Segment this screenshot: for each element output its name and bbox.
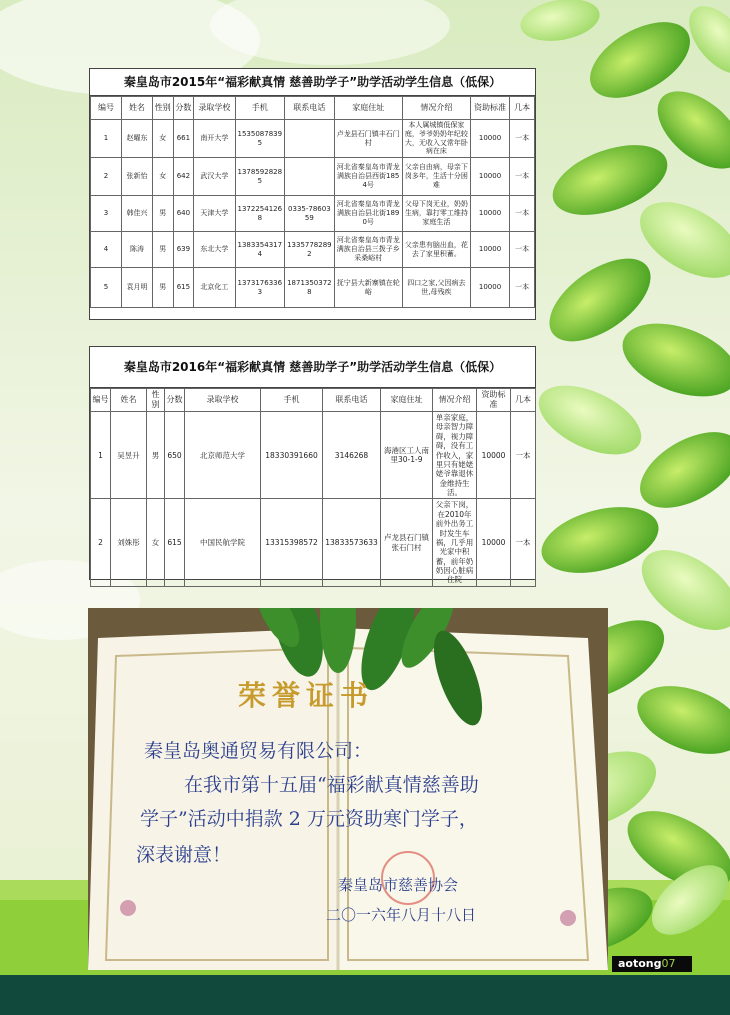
table-cell: 父亲自由病，母亲下岗多年，生活十分困难 — [402, 158, 470, 196]
column-header: 联系电话 — [285, 97, 335, 120]
brand-name: aotong — [618, 957, 662, 970]
column-header: 性别 — [147, 389, 165, 412]
column-header: 资助标准 — [477, 389, 511, 412]
table-cell: 615 — [173, 268, 194, 308]
table-cell: 13315398572 — [261, 499, 323, 586]
brand-logo — [612, 956, 692, 972]
certificate-date: 二〇一六年八月十八日 — [326, 906, 477, 924]
table-cell: 单亲家庭，母亲智力障碍，视力障碍，没有工作收入，家里只有姥姥姥爷靠退休金维持生活。 — [433, 412, 477, 499]
certificate-body-line2: 学子”活动中捐款 2 万元资助寒门学子， — [140, 808, 478, 830]
column-header: 手机 — [235, 97, 285, 120]
table-cell: 10000 — [470, 268, 509, 308]
table-cell: 661 — [173, 120, 194, 158]
table-cell: 一本 — [511, 412, 536, 499]
column-header: 姓名 — [111, 389, 147, 412]
table-cell: 河北省秦皇岛市青龙满族自治县三拨子乡采桑峪村 — [334, 232, 402, 268]
table-cell: 武汉大学 — [194, 158, 235, 196]
table-cell: 东北大学 — [194, 232, 235, 268]
table-cell: 13357782892 — [285, 232, 335, 268]
table-cell: 0335-7860359 — [285, 196, 335, 232]
table-cell: 父亲患有脑出血，花去了家里积蓄。 — [402, 232, 470, 268]
column-header: 家庭住址 — [334, 97, 402, 120]
table-cell: 抚宁县大新寨镇在轮峪 — [334, 268, 402, 308]
table-cell: 13785928285 — [235, 158, 285, 196]
table-cell: 刘姝彤 — [111, 499, 147, 586]
table-cell: 男 — [147, 412, 165, 499]
column-header: 情况介绍 — [433, 389, 477, 412]
column-header: 几本 — [511, 389, 536, 412]
table-cell: 女 — [152, 158, 173, 196]
table-header-row — [91, 97, 535, 120]
table-row — [91, 232, 535, 268]
table-cell: 四口之家,父因病去世,母残疾 — [402, 268, 470, 308]
column-header: 录取学校 — [194, 97, 235, 120]
table-header-row — [91, 389, 536, 412]
table-cell: 15350878395 — [235, 120, 285, 158]
column-header: 手机 — [261, 389, 323, 412]
table-cell: 一本 — [510, 196, 535, 232]
table-cell: 女 — [147, 499, 165, 586]
table-cell: 南开大学 — [194, 120, 235, 158]
table-2015 — [89, 68, 536, 320]
certificate-recipient: 秦皇岛奥通贸易有限公司： — [144, 740, 373, 762]
column-header: 资助标准 — [470, 97, 509, 120]
table-cell: 10000 — [477, 412, 511, 499]
column-header: 分数 — [173, 97, 194, 120]
table-cell: 男 — [152, 232, 173, 268]
table-cell: 北京师范大学 — [185, 412, 261, 499]
table-2015-grid — [90, 96, 535, 308]
column-header: 性别 — [152, 97, 173, 120]
table-cell: 父母下岗无业，奶奶生病，靠打零工维持家庭生活 — [402, 196, 470, 232]
table-cell: 一本 — [510, 120, 535, 158]
column-header: 编号 — [91, 97, 122, 120]
table-cell: 男 — [152, 268, 173, 308]
column-header: 编号 — [91, 389, 111, 412]
table-cell: 650 — [165, 412, 185, 499]
certificate-heading: 荣誉证书 — [238, 679, 375, 712]
table-cell: 10000 — [470, 232, 509, 268]
table-cell: 中国民航学院 — [185, 499, 261, 586]
table-row — [91, 499, 536, 586]
table-cell: 河北省秦皇岛市青龙满族自治县北街1890号 — [334, 196, 402, 232]
table-cell: 5 — [91, 268, 122, 308]
table-row — [91, 120, 535, 158]
table-cell: 2 — [91, 158, 122, 196]
table-cell: 10000 — [470, 120, 509, 158]
table-cell: 一本 — [510, 158, 535, 196]
table-2015-title: 秦皇岛市2015年“福彩献真情 慈善助学子”助学活动学生信息（低保） — [90, 69, 535, 96]
table-cell: 2 — [91, 499, 111, 586]
page-number: 07 — [661, 957, 676, 970]
table-cell: 吴昱升 — [111, 412, 147, 499]
table-cell: 13833573633 — [323, 499, 381, 586]
column-header: 几本 — [510, 97, 535, 120]
table-cell: 赵曜东 — [121, 120, 152, 158]
table-cell: 一本 — [510, 232, 535, 268]
table-cell: 10000 — [477, 499, 511, 586]
table-cell: 袁月明 — [121, 268, 152, 308]
table-cell: 639 — [173, 232, 194, 268]
table-cell: 一本 — [511, 499, 536, 586]
table-row — [91, 268, 535, 308]
table-cell: 18330391660 — [261, 412, 323, 499]
table-cell: 天津大学 — [194, 196, 235, 232]
table-cell: 韩佳兴 — [121, 196, 152, 232]
table-row — [91, 158, 535, 196]
table-cell: 本人属城镇低保家庭，爷爷奶奶年纪较大，无收入又常年卧病在床 — [402, 120, 470, 158]
table-cell: 卢龙县石门镇丰石门村 — [334, 120, 402, 158]
table-cell: 4 — [91, 232, 122, 268]
certificate-issuer: 秦皇岛市慈善协会 — [338, 876, 459, 894]
table-cell: 3 — [91, 196, 122, 232]
column-header: 录取学校 — [185, 389, 261, 412]
column-header: 家庭住址 — [381, 389, 433, 412]
column-header: 联系电话 — [323, 389, 381, 412]
table-cell: 张新怡 — [121, 158, 152, 196]
table-cell: 陈涛 — [121, 232, 152, 268]
table-2016 — [89, 346, 536, 585]
table-cell: 640 — [173, 196, 194, 232]
table-cell: 3146268 — [323, 412, 381, 499]
table-cell: 13833543174 — [235, 232, 285, 268]
table-cell: 642 — [173, 158, 194, 196]
table-row — [91, 412, 536, 499]
table-2016-title: 秦皇岛市2016年“福彩献真情 慈善助学子”助学活动学生信息（低保） — [90, 347, 535, 388]
certificate-body-line1: 在我市第十五届“福彩献真情慈善助 — [184, 774, 479, 796]
column-header: 姓名 — [121, 97, 152, 120]
table-cell: 615 — [165, 499, 185, 586]
table-cell: 1 — [91, 120, 122, 158]
table-2016-grid — [90, 388, 536, 587]
table-cell: 河北省秦皇岛市青龙满族自治县西街1854号 — [334, 158, 402, 196]
table-cell: 北京化工 — [194, 268, 235, 308]
table-cell: 男 — [152, 196, 173, 232]
table-cell: 海港区工人南里30-1-9 — [381, 412, 433, 499]
table-cell: 10000 — [470, 196, 509, 232]
honor-certificate-photo — [88, 608, 608, 970]
table-cell — [285, 120, 335, 158]
table-cell: 18713503728 — [285, 268, 335, 308]
table-cell: 父亲下岗，在2010年前外出务工时发生车祸，几乎用光家中积蓄，前年奶奶因心脏病住院 — [433, 499, 477, 586]
table-cell: 一本 — [510, 268, 535, 308]
certificate-body-line3: 深表谢意！ — [136, 844, 232, 866]
table-cell: 10000 — [470, 158, 509, 196]
table-cell: 女 — [152, 120, 173, 158]
table-cell: 卢龙县石门镇张石门村 — [381, 499, 433, 586]
column-header: 分数 — [165, 389, 185, 412]
column-header: 情况介绍 — [402, 97, 470, 120]
table-cell: 1 — [91, 412, 111, 499]
table-cell: 13731763363 — [235, 268, 285, 308]
table-cell: 13722541268 — [235, 196, 285, 232]
table-cell — [285, 158, 335, 196]
table-row — [91, 196, 535, 232]
